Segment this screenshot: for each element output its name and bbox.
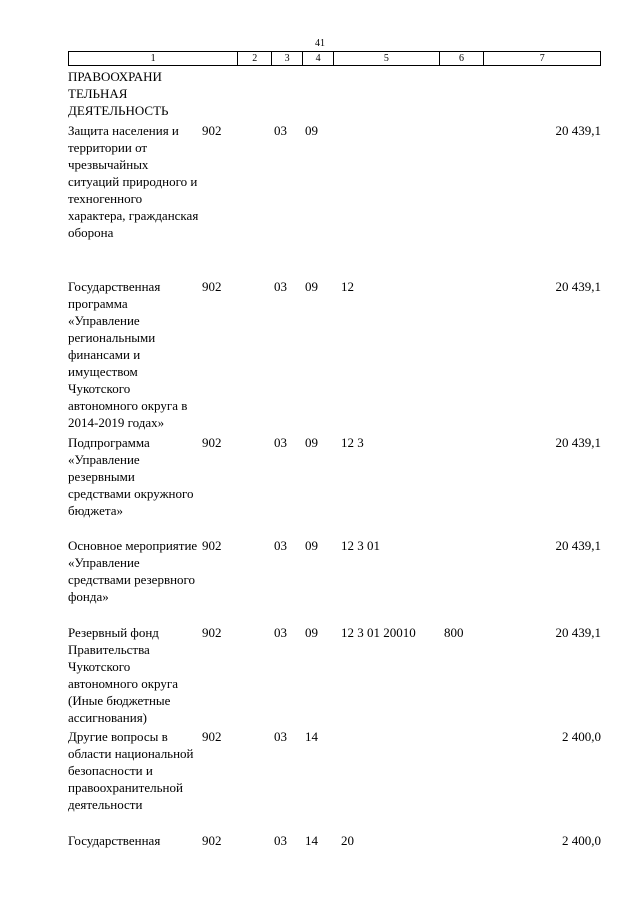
row-col-6: 800 (444, 625, 464, 640)
row-col-3: 03 (274, 538, 287, 553)
row-col-3: 03 (274, 625, 287, 640)
row-col-7: 2 400,0 (562, 729, 601, 744)
row-col-3: 03 (274, 435, 287, 450)
row-col-5: 12 3 01 20010 (341, 625, 416, 640)
row-name: Защита населения и территории от чрезвычайных ситуаций природного и техногенного характера, гражданская оборона (68, 123, 199, 240)
row-name: Другие вопросы в области национальной безопасности и правоохранительной деятельности (68, 729, 194, 812)
row-col-7: 20 439,1 (555, 279, 601, 294)
row-col-5: 12 3 (341, 435, 364, 450)
header-col-3: 3 (272, 52, 303, 65)
row-col-5: 20 (341, 833, 354, 848)
row-col-2: 902 (202, 625, 222, 640)
row-col-2: 902 (202, 729, 222, 744)
row-col-7: 20 439,1 (555, 435, 601, 450)
row-name: Резервный фонд Правительства Чукотского автономного округа (Иные бюджетные ассигнования) (68, 625, 178, 725)
header-col-2: 2 (238, 52, 272, 65)
header-col-5: 5 (334, 52, 440, 65)
row-col-2: 902 (202, 123, 222, 138)
row-col-7: 20 439,1 (555, 625, 601, 640)
header-col-7: 7 (539, 53, 545, 64)
row-col-7: 2 400,0 (562, 833, 601, 848)
header-col-4: 4 (303, 52, 334, 65)
row-col-3: 03 (274, 833, 287, 848)
page-number: 41 (315, 38, 325, 49)
row-name: Государственная (68, 833, 161, 848)
row-col-2: 902 (202, 833, 222, 848)
row-name: Государственная программа «Управление региональными финансами и имуществом Чукотского автономного округа в 2014-2019 годах» (68, 279, 188, 430)
row-col-3: 03 (274, 123, 287, 138)
row-col-4: 09 (305, 279, 318, 294)
row-col-4: 09 (305, 435, 318, 450)
row-col-2: 902 (202, 279, 222, 294)
row-col-2: 902 (202, 538, 222, 553)
row-col-7: 20 439,1 (555, 538, 601, 553)
row-col-5: 12 3 01 (341, 538, 380, 553)
header-col-1: 1 (69, 52, 238, 65)
row-col-2: 902 (202, 435, 222, 450)
row-col-4: 14 (305, 833, 318, 848)
section-title: ПРАВООХРАНИ ТЕЛЬНАЯ ДЕЯТЕЛЬНОСТЬ (68, 69, 169, 118)
row-col-3: 03 (274, 279, 287, 294)
row-name: Основное мероприятие «Управление средствами резервного фонда» (68, 538, 198, 604)
row-col-4: 09 (305, 538, 318, 553)
row-col-4: 09 (305, 123, 318, 138)
row-col-3: 03 (274, 729, 287, 744)
row-col-7: 20 439,1 (555, 123, 601, 138)
table-header (68, 51, 601, 66)
row-col-5: 12 (341, 279, 354, 294)
row-name: Подпрограмма «Управление резервными средствами окружного бюджета» (68, 435, 194, 518)
row-col-4: 09 (305, 625, 318, 640)
row-col-4: 14 (305, 729, 318, 744)
header-col-6: 6 (440, 52, 485, 65)
